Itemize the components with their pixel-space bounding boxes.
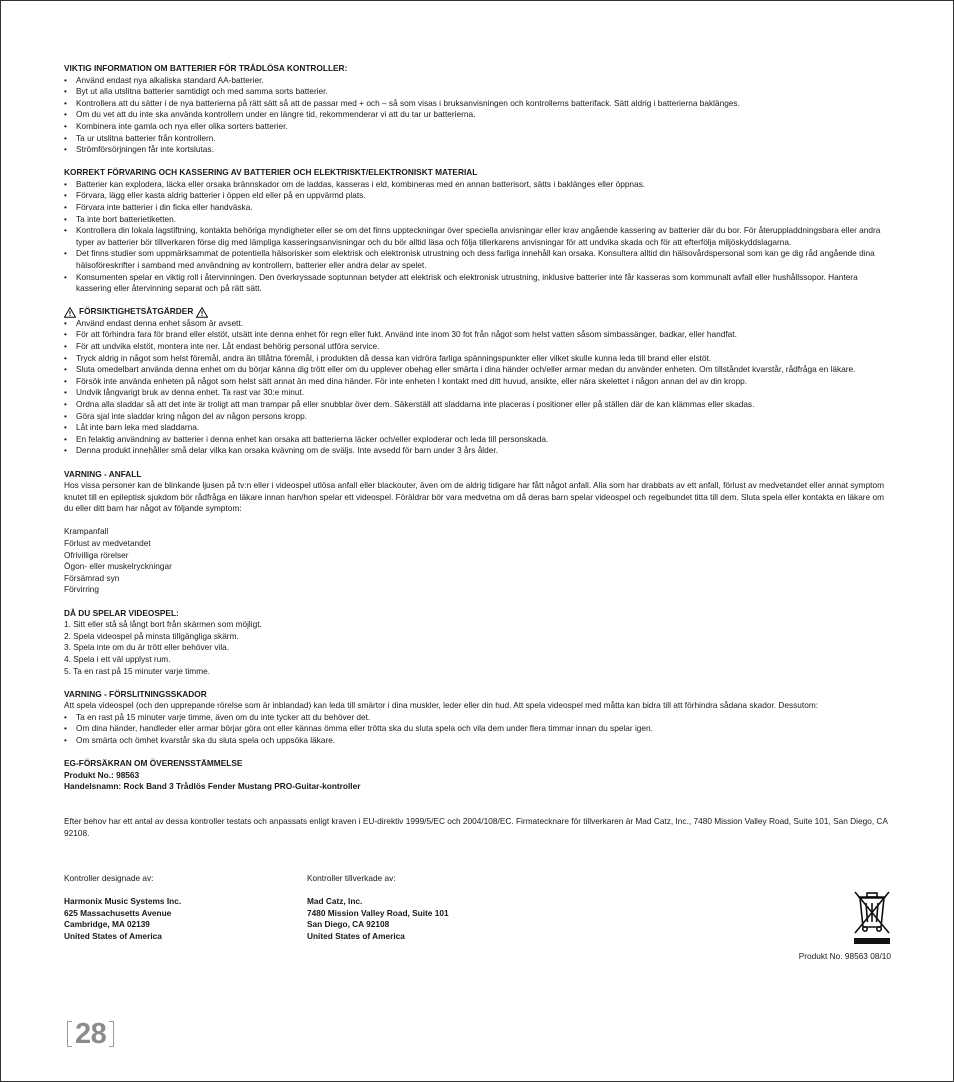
seizure-heading: VARNING - ANFALL bbox=[64, 468, 142, 479]
safety-section bbox=[64, 306, 894, 457]
declaration-trade-name: Handelsnamn: Rock Band 3 Trådlös Fender Mustang PRO-Guitar-kontroller bbox=[64, 781, 361, 792]
warning-triangle-icon bbox=[64, 307, 76, 318]
list-item: • Om du vet att du inte ska använda kontrollern under en längre tid, rekommenderar vi att du tar ur batterierna. bbox=[64, 109, 894, 121]
battery-section bbox=[64, 63, 894, 156]
list-item: • Försök inte använda enheten på något som helst sätt annat än med dina händer. För inte enheten I kontakt med ditt huvud, ansikte, eller nära skelettet i någon annan del av din kropp. bbox=[64, 376, 894, 388]
list-item: • För att undvika elstöt, montera inte ner. Låt endast behörig personal utföra service. bbox=[64, 341, 894, 353]
storage-section bbox=[64, 167, 894, 295]
strain-list bbox=[64, 712, 894, 747]
battery-list bbox=[64, 75, 894, 156]
list-item: • Förvara inte batterier i din ficka eller handväska. bbox=[64, 202, 894, 214]
list-item: • Undvik långvarigt bruk av denna enhet. Ta rast var 30:e minut. bbox=[64, 387, 894, 399]
list-item: • Det finns studier som uppmärksammat de potentiella hälsorisker som elektrisk och elektronisk utrustning och dess farliga innehåll kan orsaka. Konsultera alltid din hälsovårdspersonal som kan ge dig råd angående dina hälsoföreskrifter i samband med användning av kontrollern, batterier eller andra delar av spelet. bbox=[64, 248, 894, 271]
step-item: 1. Sitt eller stå så långt bort från skärmen som möjligt. bbox=[64, 619, 262, 630]
play-section bbox=[64, 608, 894, 678]
warning-triangle-icon bbox=[196, 307, 208, 318]
list-item: • Kontrollera att du sätter i de nya batterierna på rätt sätt så att de passar med + och – så som visas i bruksanvisningen och kontrollerns batterifack. Sätt aldrig i batterierna baklänges. bbox=[64, 98, 894, 110]
list-item: • Ordna alla sladdar så att det inte är troligt att man trampar på eller snubblar över dem. Säkerställ att sladdarna inte placeras i positioner eller på ställen där de kan klämmas eller skadas. bbox=[64, 399, 894, 411]
page-number bbox=[67, 1019, 114, 1049]
strain-heading: VARNING - FÖRSLITNINGSSKADOR bbox=[64, 688, 207, 699]
safety-heading-label: FÖRSIKTIGHETSÅTGÄRDER bbox=[79, 306, 194, 317]
list-item: • Batterier kan explodera, läcka eller orsaka brännskador om de laddas, kasseras i eld, kombineras med en annan batterisort, sätts i baklänges eller öppnas. bbox=[64, 179, 894, 191]
list-item: • Kontrollera din lokala lagstiftning, kontakta behöriga myndigheter eller se om det finns uppteckningar över speciella anvisningar eller krav angående kassering av batterier där du bor. För återuppladdningsbara eller andra typer av batterier bör tillverkaren förse dig med lämpliga kasseringsanvisningar och du bör alltid läsa och följa tillerkarens anvisningar för att undvika skada och för att efterfölja miljöskyddslagarna. bbox=[64, 225, 894, 248]
list-item: • Ta ur utslitna batterier från kontrollern. bbox=[64, 133, 894, 145]
list-item: • Göra sjal inte sladdar kring någon del av någon persons kropp. bbox=[64, 411, 894, 423]
designer-line: Cambridge, MA 02139 bbox=[64, 919, 150, 930]
symptom-item: Förlust av medvetandet bbox=[64, 538, 151, 549]
symptom-item: Förvirring bbox=[64, 584, 100, 595]
manufacturer-address bbox=[307, 873, 449, 943]
list-item: • Tryck aldrig in något som helst föremål, andra än tillåtna föremål, i produkten då dessa kan vidröra farliga spänningspunkter eller vilket skulle kunna leda till brand eller elstöt. bbox=[64, 353, 894, 365]
declaration-section bbox=[64, 758, 894, 839]
list-item: • En felaktig användning av batterier i denna enhet kan orsaka att batterierna läcker och/eller exploderar och leda till personskada. bbox=[64, 434, 894, 446]
list-item: • Denna produkt innehåller små delar vilka kan orsaka kvävning om de sväljs. Inte avsedd för barn under 3 års ålder. bbox=[64, 445, 894, 457]
declaration-paragraph: Efter behov har ett antal av dessa kontroller testats och anpassats enligt kraven i EU-direktiv 1999/5/EC och 2004/108/EC. Firmatecknare för tillverkaren är Mad Catz, Inc., 7480 Mission Valley Road, Suite 101, San Diego, CA 92108. bbox=[64, 816, 888, 838]
list-item: • Använd endast denna enhet såsom är avsett. bbox=[64, 318, 894, 330]
list-item: • Om dina händer, handleder eller armar börjar göra ont eller kännas ömma eller trötta ska du sluta spela och vila dem under flera timmar innan du spelar igen. bbox=[64, 723, 894, 735]
product-number-footer: Produkt No. 98563 08/10 bbox=[798, 951, 891, 961]
symptom-item: Ofrivilliga rörelser bbox=[64, 549, 129, 560]
symptom-item: Ögon- eller muskelryckningar bbox=[64, 561, 172, 572]
designer-line: 625 Massachusetts Avenue bbox=[64, 907, 172, 918]
storage-list bbox=[64, 179, 894, 295]
symptom-item: Försämrad syn bbox=[64, 572, 120, 583]
page-content bbox=[64, 63, 894, 851]
safety-list bbox=[64, 318, 894, 457]
declaration-heading: EG-FÖRSÄKRAN OM ÖVERENSSTÄMMELSE bbox=[64, 758, 243, 769]
designer-line: Harmonix Music Systems Inc. bbox=[64, 896, 182, 907]
symptom-item: Krampanfall bbox=[64, 526, 109, 537]
list-item: • För att förhindra fara för brand eller elstöt, utsätt inte denna enhet för regn eller fukt. Använd inte inom 30 fot från något som helst vatten såsom simbassänger, badkar, eller handfat. bbox=[64, 329, 894, 341]
strain-paragraph: Att spela videospel (och den upprepande rörelse som är inblandad) kan leda till smärtor i dina muskler, leder eller din hud. Att spela videospel med måtta kan bidra till att förhindra sådana skador. Dessutom: bbox=[64, 700, 819, 711]
page-number-label: 28 bbox=[75, 1017, 107, 1050]
declaration-product: Produkt No.: 98563 bbox=[64, 769, 140, 780]
strain-section bbox=[64, 689, 894, 747]
step-item: 5. Ta en rast på 15 minuter varje timme. bbox=[64, 665, 211, 676]
list-item: • Kombinera inte gamla och nya eller olika sorters batterier. bbox=[64, 121, 894, 133]
bracket-right bbox=[109, 1021, 114, 1047]
designer-line: United States of America bbox=[64, 930, 162, 941]
list-item: • Ta en rast på 15 minuter varje timme, även om du inte tycker att du behöver det. bbox=[64, 712, 894, 724]
manufacturer-line: United States of America bbox=[307, 930, 405, 941]
list-item: • Använd endast nya alkaliska standard AA-batterier. bbox=[64, 75, 894, 87]
list-item: • Förvara, lägg eller kasta aldrig batterier i öppen eld eller på en uppvärmd plats. bbox=[64, 190, 894, 202]
list-item: • Sluta omedelbart använda denna enhet om du börjar känna dig trött eller om du upplever obehag eller smärta i dina händer och/eller armar medan du använder enheten. Om tillståndet kvarstår, rådfråga en läkare. bbox=[64, 364, 894, 376]
list-item: • Ta inte bort batterietiketten. bbox=[64, 214, 894, 226]
manufacturer-line: Mad Catz, Inc. bbox=[307, 896, 363, 907]
play-steps bbox=[64, 619, 894, 677]
step-item: 4. Spela i ett väl upplyst rum. bbox=[64, 653, 171, 664]
list-item: • Konsumenten spelar en viktig roll i återvinningen. Den överkryssade soptunnan betyder att elektrisk och elektronisk utrustning, inklusive batterier inte får kasseras som kommunalt avfall eller hushållssopor. Hantera kassering eller återvinning separat och på rätt sätt. bbox=[64, 272, 894, 295]
step-item: 3. Spela inte om du är trött eller behöver vila. bbox=[64, 642, 230, 653]
designer-address bbox=[64, 873, 181, 943]
storage-heading: KORREKT FÖRVARING OCH KASSERING AV BATTERIER OCH ELEKTRISKT/ELEKTRONISKT MATERIAL bbox=[64, 167, 478, 178]
crossed-out-bin-icon bbox=[852, 889, 892, 947]
step-item: 2. Spela videospel på minsta tillgängliga skärm. bbox=[64, 630, 239, 641]
manufacturer-label: Kontroller tillverkade av: bbox=[307, 873, 396, 883]
manufacturer-line: 7480 Mission Valley Road, Suite 101 bbox=[307, 907, 449, 918]
list-item: • Om smärta och ömhet kvarstår ska du sluta spela och uppsöka läkare. bbox=[64, 735, 894, 747]
list-item: • Byt ut alla utslitna batterier samtidigt och med samma sorts batterier. bbox=[64, 86, 894, 98]
safety-heading bbox=[64, 306, 894, 318]
battery-heading: VIKTIG INFORMATION OM BATTERIER FÖR TRÅDLÖSA KONTROLLER: bbox=[64, 63, 348, 73]
symptom-list bbox=[64, 526, 894, 596]
play-heading: DÅ DU SPELAR VIDEOSPEL: bbox=[64, 607, 179, 618]
seizure-section bbox=[64, 469, 894, 597]
manufacturer-line: San Diego, CA 92108 bbox=[307, 919, 390, 930]
seizure-paragraph: Hos vissa personer kan de blinkande ljusen på tv:n eller i videospel utlösa anfall eller blackouter, även om de aldrig tidigare har fått något anfall. Alla som har drabbats av ett anfall, förlust av medvetandet eller annat symptom knutet till en epileptisk sjukdom bör rådfråga en läkare innan han/hon spelar ett videospel. Föräldrar bör vara medvetna om då deras barn spelar videospel och regelbundet titta till dem. Sluta spela eller kontakta en läkare om du eller ditt barn har något av följande symptom: bbox=[64, 480, 885, 514]
list-item: • Strömförsörjningen får inte kortslutas. bbox=[64, 144, 894, 156]
designer-label: Kontroller designade av: bbox=[64, 873, 154, 883]
list-item: • Låt inte barn leka med sladdarna. bbox=[64, 422, 894, 434]
